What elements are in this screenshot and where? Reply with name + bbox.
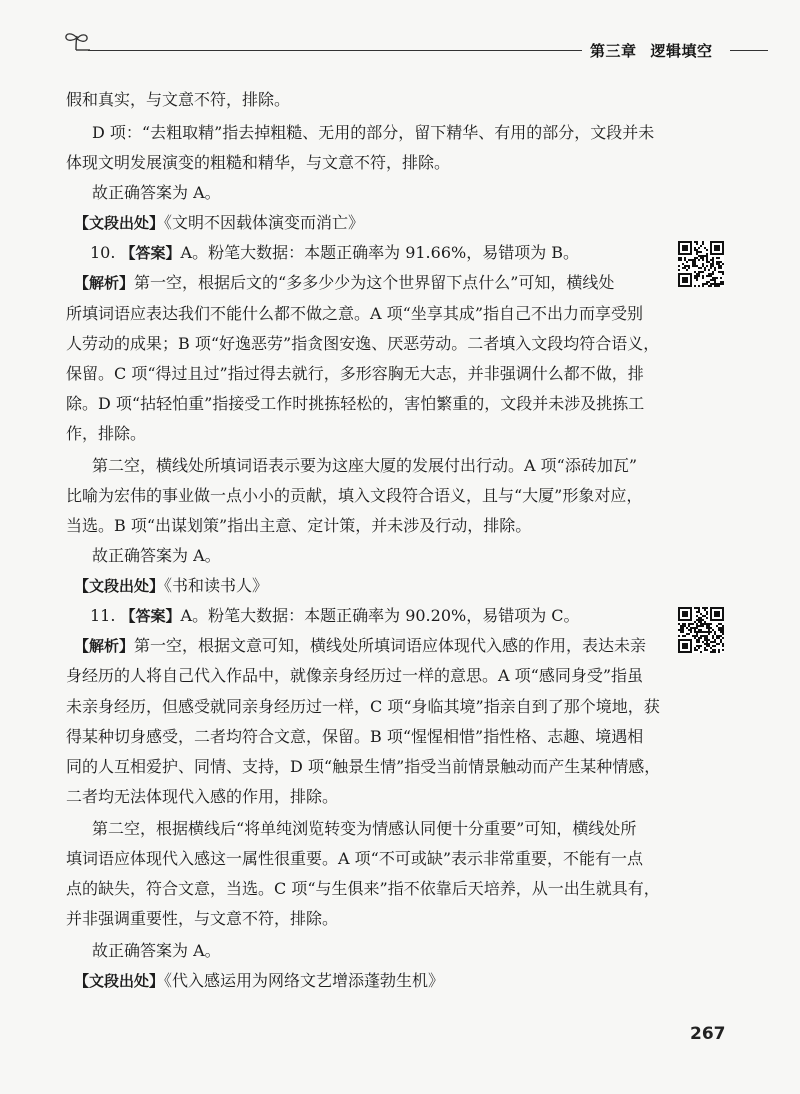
text-line [66, 424, 146, 444]
text-run: 故正确答案为 A。 [92, 546, 221, 565]
text-line [74, 213, 364, 233]
text-run: 点的缺失，符合文意，当选。C 项“与生俱来”指不依靠后天培养，从一出生就具有， [66, 879, 660, 898]
text-run: 第一空，根据后文的“多多少少为这个世界留下点什么”可知，横线处 [134, 273, 615, 292]
text-line [66, 697, 660, 717]
text-line [74, 576, 268, 596]
text-line [74, 636, 646, 656]
text-run: 二者均无法体现代入感的作用，排除。 [66, 787, 339, 806]
text-run: 所填词语应表达我们不能什么都不做之意。A 项“坐享其成”指自己不出力而享受别 [66, 304, 644, 323]
text-run: 填词语应体现代入感这一属性很重要。A 项“不可或缺”表示非常重要，不能有一点 [66, 849, 644, 868]
text-line [92, 941, 221, 961]
sprout-logo-icon [62, 30, 92, 52]
text-line [66, 486, 642, 506]
text-run: 10. [90, 243, 121, 262]
text-line [66, 304, 643, 324]
section-marker: 【解析】 [74, 274, 135, 292]
section-marker: 【文段出处】 [74, 214, 165, 232]
text-run: 第二空，根据横线后“将单纯浏览转变为情感认同便十分重要”可知，横线处所 [92, 819, 637, 838]
section-marker: 【解析】 [74, 637, 135, 655]
text-line [74, 273, 614, 293]
text-line [92, 546, 221, 566]
section-marker: 【文段出处】 [74, 577, 165, 595]
text-run: D 项：“去粗取精”指去掉粗糙、无用的部分，留下精华、有用的部分，文段并未 [92, 123, 655, 142]
text-run: 体现文明发展演变的粗糙和精华，与文意不符，排除。 [66, 153, 451, 172]
text-run: 《代入感运用为网络文艺增添蓬勃生机》 [164, 971, 445, 990]
text-line [66, 757, 660, 777]
text-run: 除。D 项“拈轻怕重”指接受工作时挑拣轻松的，害怕繁重的，文段并未涉及挑拣工 [66, 394, 645, 413]
text-line [66, 153, 450, 173]
text-line [74, 971, 444, 991]
qr-code-icon [678, 241, 724, 287]
text-run: 《书和读书人》 [164, 576, 269, 595]
text-line [92, 183, 221, 203]
section-marker: 【文段出处】 [74, 972, 165, 990]
text-run: 故正确答案为 A。 [92, 183, 221, 202]
text-run: 《文明不因载体演变而消亡》 [164, 213, 365, 232]
text-line [66, 787, 338, 807]
text-line [92, 456, 637, 476]
section-marker: 【答案】 [120, 607, 181, 625]
chapter-label: 第三章 [590, 42, 637, 60]
text-line [92, 819, 636, 839]
text-line [92, 123, 654, 143]
text-run: 第一空，根据文意可知，横线处所填词语应体现代入感的作用，表达未亲 [134, 636, 647, 655]
page-number: 267 [690, 1024, 726, 1044]
text-run: 未亲身经历，但感受就同亲身经历过一样，C 项“身临其境”指亲自到了那个境地，获 [66, 697, 660, 716]
text-line [66, 334, 659, 354]
text-line [66, 666, 643, 686]
text-line [66, 727, 643, 747]
text-run: 比喻为宏伟的事业做一点小小的贡献，填入文段符合语义，且与“大厦”形象对应， [66, 486, 643, 505]
text-run: 故正确答案为 A。 [92, 941, 221, 960]
text-line [66, 394, 644, 414]
text-line [66, 364, 644, 384]
text-run: 作，排除。 [66, 424, 147, 443]
qr-code-icon [678, 607, 724, 653]
text-run: 第二空，横线处所填词语表示要为这座大厦的发展付出行动。A 项“添砖加瓦” [92, 456, 638, 475]
text-run: 假和真实，与文意不符，排除。 [66, 90, 291, 109]
text-run: 人劳动的成果；B 项“好逸恶劳”指贪图安逸、厌恶劳动。二者填入文段均符合语义， [66, 334, 660, 353]
section-label: 逻辑填空 [650, 42, 713, 60]
text-run: A。粉笔大数据：本题正确率为 90.20%，易错项为 C。 [180, 606, 580, 625]
text-run: 得某种切身感受，二者均符合文意，保留。B 项“惺惺相惜”指性格、志趣、境遇相 [66, 727, 644, 746]
header-rule-right [730, 50, 768, 51]
text-run: 保留。C 项“得过且过”指过得去就行，多形容胸无大志，并非强调什么都不做，排 [66, 364, 644, 383]
text-run: 身经历的人将自己代入作品中，就像亲身经历过一样的意思。A 项“感同身受”指虽 [66, 666, 644, 685]
section-marker: 【答案】 [120, 244, 181, 262]
text-line [66, 879, 660, 899]
text-line [90, 243, 579, 263]
text-line [90, 606, 580, 626]
page-header [0, 0, 800, 70]
text-line [66, 849, 643, 869]
text-run: 当选。B 项“出谋划策”指出主意、定计策，并未涉及行动，排除。 [66, 516, 532, 535]
running-head [590, 40, 713, 61]
text-line [66, 90, 290, 110]
text-run: 并非强调重要性，与文意不符，排除。 [66, 909, 339, 928]
text-run: 11. [90, 606, 121, 625]
text-line [66, 516, 531, 536]
text-line [66, 909, 338, 929]
text-run: 同的人互相爱护、同情、支持，D 项“触景生情”指受当前情景触动而产生某种情感， [66, 757, 661, 776]
header-rule-left [88, 50, 582, 51]
text-run: A。粉笔大数据：本题正确率为 91.66%，易错项为 B。 [180, 243, 580, 262]
